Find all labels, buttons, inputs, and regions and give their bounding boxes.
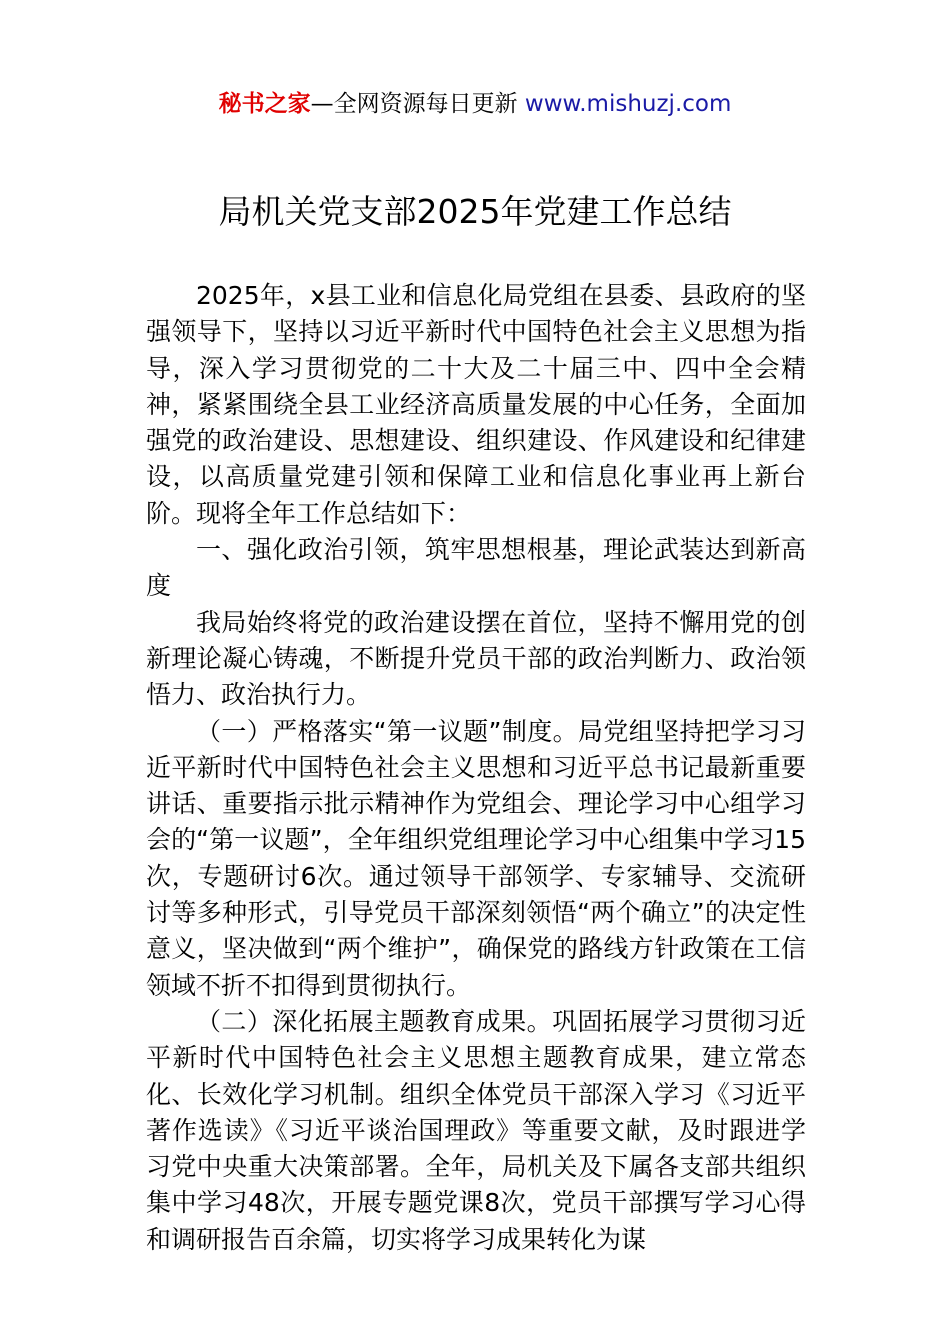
document-title: 局机关党支部2025年党建工作总结 xyxy=(218,192,732,231)
brand-name: 秘书之家 xyxy=(218,91,311,117)
header-dash: — xyxy=(310,91,334,117)
paragraph-subsection-2: （二）深化拓展主题教育成果。巩固拓展学习贯彻习近平新时代中国特色社会主义思想主题教育成果，建立常态化、长效化学习机制。组织全体党员干部深入学习《习近平著作选读》《习近平谈治国理政》等重要文献，及时跟进学习党中央重大决策部署。全年，局机关及下属各支部共组织集中学习48次，开展专题党课8次，党员干部撰写学习心得和调研报告百余篇，切实将学习成果转化为谋 xyxy=(146,1006,806,1254)
section-heading-1: 一、强化政治引领，筑牢思想根基，理论武装达到新高度 xyxy=(146,535,806,601)
site-header xyxy=(0,86,950,122)
header-tagline: 全网资源每日更新 xyxy=(333,91,518,117)
document-body xyxy=(146,278,806,1258)
paragraph-subsection-1: （一）严格落实“第一议题”制度。局党组坚持把学习习近平新时代中国特色社会主义思想和习近平总书记最新重要讲话、重要指示批示精神作为党组会、理论学习中心组学习会的“第一议题”，全年组织党组理论学习中心组集中学习15次，专题研讨6次。通过领导干部领学、专家辅导、交流研讨等多种形式，引导党员干部深刻领悟“两个确立”的决定性意义，坚决做到“两个维护”，确保党的路线方针政策在工信领域不折不扣得到贯彻执行。 xyxy=(146,716,806,1000)
site-url-link[interactable]: www.mishuzj.com xyxy=(524,91,732,117)
paragraph-section-1-intro: 我局始终将党的政治建设摆在首位，坚持不懈用党的创新理论凝心铸魂，不断提升党员干部的政治判断力、政治领悟力、政治执行力。 xyxy=(146,607,806,710)
paragraph-intro: 2025年，x县工业和信息化局党组在县委、县政府的坚强领导下，坚持以习近平新时代中国特色社会主义思想为指导，深入学习贯彻党的二十大及二十届三中、四中全会精神，紧紧围绕全县工业经济高质量发展的中心任务，全面加强党的政治建设、思想建设、组织建设、作风建设和纪律建设，以高质量党建引领和保障工业和信息化事业再上新台阶。现将全年工作总结如下： xyxy=(146,281,806,528)
